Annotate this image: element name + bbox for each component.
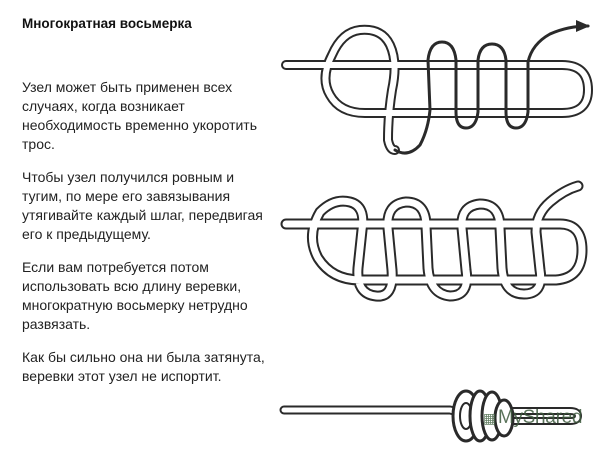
watermark-text: MyShared	[497, 407, 583, 428]
arrow-icon	[576, 20, 590, 32]
knot-step-3-illustration	[270, 340, 600, 450]
page-title: Многократная восьмерка	[22, 16, 192, 31]
paragraph-tightening: Чтобы узел получился ровным и тугим, по мере его завязывания утягивайте каждый шлаг, передвигая его к предыдущему.	[22, 169, 263, 242]
rope-icon	[286, 186, 582, 296]
knot-step-1-illustration	[270, 0, 600, 170]
text-column	[22, 15, 272, 400]
knot-step-2-illustration	[270, 170, 600, 340]
paragraph-durability: Как бы сильно она ни была затянута, веревки этот узел не испортит.	[22, 349, 265, 384]
paragraph-untying: Если вам потребуется потом использовать всю длину веревки, многократную восьмерку нетрудно развязать.	[22, 259, 248, 332]
paragraph-usage: Узел может быть применен всех случаях, когда возникает необходимость временно укоротить трос.	[22, 79, 258, 152]
myshared-logo-icon: ▦	[483, 410, 496, 426]
watermark	[483, 407, 582, 429]
rope-icon	[286, 20, 590, 153]
